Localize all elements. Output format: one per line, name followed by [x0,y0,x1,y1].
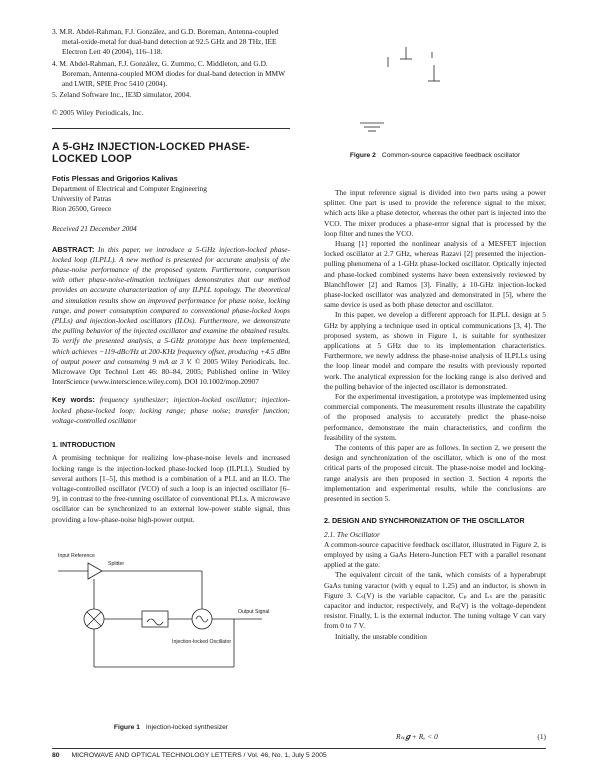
input-label: Input Reference [58,553,95,559]
body-paragraph: Initially, the unstable condition [335,631,427,641]
figure-2-label: Figure 2 [349,152,376,159]
loop-filter-block [142,611,168,627]
figure-2-caption-text: Common-source capacitive feedback oscillator [381,152,521,159]
affiliation-line: Department of Electrical and Computer Engineering [52,183,207,193]
right-column [324,188,546,642]
article-divider [52,128,290,129]
section-heading-design: 2. DESIGN AND SYNCHRONIZATION OF THE OSCILLATOR [324,516,525,526]
figure-1-label: Figure 1 [113,724,140,731]
reference-item: 5. Zeland Software Inc., IE3D simulator, 2004. [52,90,192,100]
splitter-label: Splitter [108,561,125,567]
figure-1-caption [52,724,290,731]
body-paragraph: A common-source capacitive feedback oscillator, illustrated in Figure 2, is employed by using a GaAs Hetero-Junction FET with a parallel resonant applied at the gate. [324,539,546,570]
body-paragraph: Huang [1] reported the nonlinear analysis of a MESFET injection locked oscillator at 2.7 GHz, whereas Razavi [2] presented the injection-pulling phenomena of a 1-GHz phase-locked oscillator. Optically injected and phase-locked combined systems have been extensively reviewed by Blanchflower [2] and Ramos [3]. Finally, a 10-GHz injection-locked phase-locked oscillator was analyzed and demonstrated in [5], where the same device is used as both phase detector and oscillator. [324,239,546,310]
body-paragraph: In this paper, we develop a different approach for ILPLL design at 5 GHz by applying a technique used in optical communications [3, 4]. The proposed system, as shown in Figure 1, is suitable for synthesizer applications at 5 GHz due to its implementation characteristics. Furthermore, we newly address the phase-noise analysis of ILPLLs using the loop linear model and compare the results with previously reported work. The analytical expression for the locking range is also derived and the pulling behavior of the injected oscillator is demonstrated. [324,310,546,391]
body-paragraph: The equivalent circuit of the tank, which consists of a hyperabrupt GaAs tuning varactor (with γ equal to 1.25) and an inductor, is shown in Figure 3. Cₛ(V) is the variable capacitor, Cₚ and Lₛ are the parasitic capacitor and inductor, respectively, and Rₛ(V) is the voltage-dependent resistor. Finally, L is the external inductor. The tuning voltage V can vary from 0 to 7 V. [324,570,546,631]
body-paragraph: For the experimental investigation, a prototype was implemented using commercial components. The measurement results illustrate the capability of the proposed analysis to accurately predict the phase-noise performance, demonstrate the main characteristics, and confirm the feasibility of the system. [324,392,546,442]
figure-2-caption [324,152,546,159]
previous-article-copyright: © 2005 Wiley Periodicals, Inc. [52,108,144,118]
intro-paragraph: A promising technique for realizing low-phase-noise levels and increased locking range is the injection-locked phase-locked loop (ILPLL). Studied by several authors [1–5], this method is a combination of a PLL and an ILO. The voltage-controlled oscillator (VCO) of such a loop is an injected oscillator [6–9], in contrast to the free-running oscillator of conventional PLLs. A microwave oscillator can be synchronized to an external low-power stable signal, thus providing a low-phase-noise high-power output. [52,453,290,524]
left-column [52,27,290,525]
subsection-heading-oscillator: 2.1. The Oscillator [324,529,380,539]
section-heading-introduction: 1. INTRODUCTION [52,440,116,450]
keywords [52,395,290,426]
splitter-block [88,563,102,579]
received-date: Received 21 December 2004 [52,224,137,234]
ilo-label: Injection-locked Oscillator [172,639,232,645]
page-number: 80 [52,752,60,759]
reference-item: 3. M.R. Abdel-Rahman, F.J. González, and G.D. Boreman, Antenna-coupled metal-oxide-metal for dual-band detection at 92.5 GHz and 28 THz, IEE Electron Lett 40 (2004), 116–118. [52,27,279,57]
abstract-label: ABSTRACT: [52,244,95,254]
page-footer [52,748,546,759]
keywords-label: Key words: [52,395,95,405]
figure-1-caption-text: Injection-locked synthesizer [145,724,229,731]
article-title: A 5-GHz INJECTION-LOCKED PHASE-LOCKED LOOP [52,140,250,166]
affiliation-line: University of Patras [52,194,112,204]
block-diagram [52,543,290,719]
output-label: Output Signal [238,609,270,615]
reference-list [52,27,290,100]
affiliation-line: Rion 26500, Greece [52,204,112,214]
keywords-text: frequency synthesizer; injection-locked oscillator; injection-locked phase-locked loop; locking range; phase noise; transfer function; voltage-controlled oscillator [52,395,290,425]
reference-item: 4. M. Abdel-Rahman, F.J. González, G. Zummo, C. Middleton, and G.D. Boreman, Antenna-coupled MOM diodes for dual-band detection in MMW and LWIR, SPIE Proc 5410 (2004). [52,58,285,89]
authors: Fotis Plessas and Grigorios Kalivas [52,173,178,183]
equation-expression: Rₙₑ𝒈 + Rₒ < 0 [396,732,438,741]
oscillator-schematic [324,27,546,147]
body-paragraph: The contents of this paper are as follows. In section 2, we present the design and synchronization of the oscillator, which is one of the most critical parts of the proposed circuit. The phase-noise model and locking-range analysis are then proposed in section 3. Section 4 reports the implementation and experimental results, while the conclusions are presented in section 5. [324,443,546,504]
abstract-citation: © 2005 Wiley Periodicals, Inc. Microwave Opt Technol Lett 46: 80–84, 2005; Published online in Wiley InterScience (www.interscience.wiley.com). DOI 10.1002/mop.20907 [52,356,290,387]
figure-2 [324,27,546,165]
equation-number: (1) [537,732,546,741]
body-paragraph: The input reference signal is divided into two parts using a power splitter. One part is used to provide the reference signal to the mixer, which acts like a phase detector, whereas the other part is injected into the VCO. The mixer produces a phase-error signal that is processed by the loop filter and tunes the VCO. [324,188,546,238]
figure-1 [52,543,290,735]
abstract [52,245,290,388]
journal-info: MICROWAVE AND OPTICAL TECHNOLOGY LETTERS / Vol. 46, No. 1, July 5 2005 [71,752,327,759]
abstract-text: In this paper, we introduce a 5-GHz injection-locked phase-locked loop (ILPLL). A new method is presented for accurate analysis of the phase-noise performance of the proposed system. Furthermore, comparison with other phase-noise-elimation techniques demonstrates that our method provides an accurate characterization of any ILPLL topology. The theoretical and simulation results show an improved performance for phase noise, locking range, and power consumption compared to conventional phase-locked loops (PLLs) and injection-locked oscillators (ILOs). Furthermore, we demonstrate the pulling behavior of the injected oscillator and examine the obtained results. To verify the presented analysis, a 5-GHz prototype has been implemented, which achieves −119-dBc/Hz at 200-KHz frequency offset, producing +4.5 dBm of output power and consuming 9 mA at 3 V. [52,244,291,366]
